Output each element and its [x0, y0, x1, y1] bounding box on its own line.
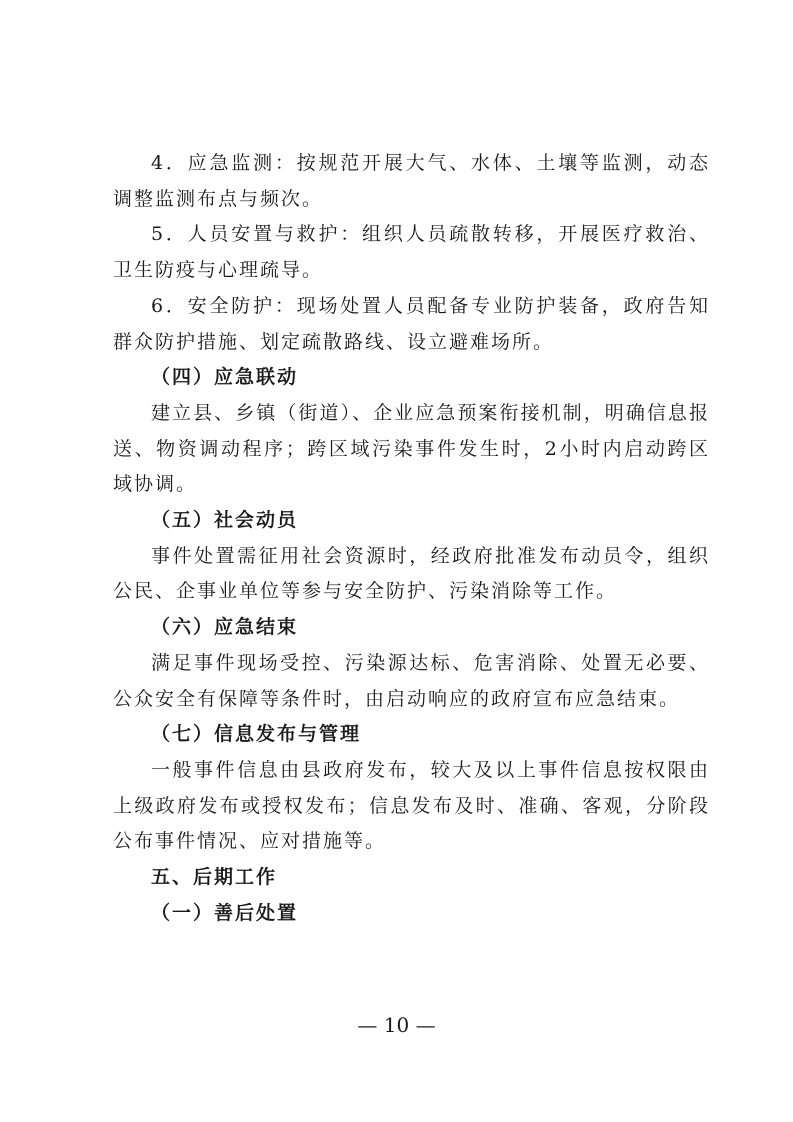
heading-aftermath-work: 五、后期工作: [151, 866, 278, 889]
document-body: [113, 146, 710, 931]
heading-information-release: （七）信息发布与管理: [151, 723, 362, 746]
heading-emergency-linkage: （四）应急联动: [151, 366, 299, 389]
heading-social-mobilization: （五）社会动员: [151, 509, 299, 532]
heading-emergency-end: （六）应急结束: [151, 616, 299, 639]
paragraph-information-release: 一般事件信息由县政府发布，较大及以上事件信息按权限由上级政府发布或授权发布；信息发布及时、准确、客观，分阶段公布事件情况、应对措施等。: [113, 758, 710, 853]
item-emergency-monitoring: 4．应急监测：按规范开展大气、水体、土壤等监测，动态调整监测布点与频次。: [113, 152, 710, 210]
page-number: — 10 —: [357, 1013, 436, 1037]
heading-aftermath-handling: （一）善后处置: [151, 901, 299, 924]
paragraph-emergency-linkage: 建立县、乡镇（街道）、企业应急预案衔接机制，明确信息报送、物资调动程序；跨区域污染事件发生时，2小时内启动跨区域协调。: [113, 401, 710, 496]
item-safety-protection: 6．安全防护：现场处置人员配备专业防护装备，政府告知群众防护措施、划定疏散路线、设立避难场所。: [113, 294, 710, 353]
item-personnel-resettlement: 5．人员安置与救护：组织人员疏散转移，开展医疗救治、卫生防疫与心理疏导。: [113, 223, 710, 282]
paragraph-social-mobilization: 事件处置需征用社会资源时，经政府批准发布动员令，组织公民、企事业单位等参与安全防护、污染消除等工作。: [113, 544, 710, 603]
paragraph-emergency-end: 满足事件现场受控、污染源达标、危害消除、处置无必要、公众安全有保障等条件时，由启动响应的政府宣布应急结束。: [113, 651, 710, 710]
